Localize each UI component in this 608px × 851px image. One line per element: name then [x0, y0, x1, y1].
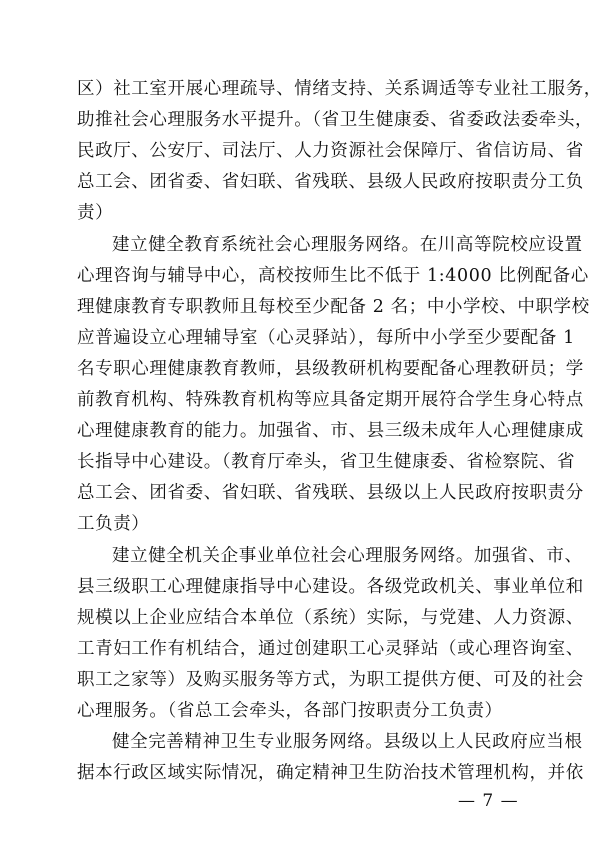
text-line: 据本行政区域实际情况，确定精神卫生防治技术管理机构，并依 [77, 763, 584, 783]
text-line: 应普遍设立心理辅导室（心灵驿站），每所中小学至少要配备 1 [77, 328, 575, 348]
text-line: 职工之家等）及购买服务等方式，为职工提供方便、可及的社会 [77, 670, 584, 690]
text-line: 理健康教育专职教师且每校至少配备 2 名；中小学校、中职学校 [77, 297, 590, 317]
paragraph-first-line: 建立健全教育系统社会心理服务网络。在川高等院校应设置 [112, 235, 583, 255]
text-line: 名专职心理健康教育教师，县级教研机构要配备心理教研员；学 [77, 359, 584, 379]
text-line: 总工会、团省委、省妇联、省残联、县级以上人民政府按职责分 [77, 483, 584, 503]
text-line: 心理咨询与辅导中心，高校按师生比不低于 1:4000 比例配备心 [77, 266, 589, 286]
text-line: 工青妇工作有机结合，通过创建职工心灵驿站（或心理咨询室、 [77, 639, 584, 659]
text-line: 县三级职工心理健康指导中心建设。各级党政机关、事业单位和 [77, 577, 584, 597]
text-line: 工负责） [77, 514, 150, 534]
text-line: 规模以上企业应结合本单位（系统）实际，与党建、人力资源、 [77, 608, 584, 628]
text-line: 助推社会心理服务水平提升。（省卫生健康委、省委政法委牵头， [77, 110, 594, 130]
text-line: 心理健康教育的能力。加强省、市、县三级未成年人心理健康成 [77, 421, 584, 441]
text-line: 民政厅、公安厅、司法厅、人力资源社会保障厅、省信访局、省 [77, 141, 584, 161]
text-line: 心理服务。（省总工会牵头，各部门按职责分工负责） [77, 701, 503, 721]
text-line: 前教育机构、特殊教育机构等应具备定期开展符合学生身心特点 [77, 390, 584, 410]
paragraph-first-line: 建立健全机关企事业单位社会心理服务网络。加强省、市、 [112, 546, 583, 566]
text-line: 长指导中心建设。（教育厅牵头，省卫生健康委、省检察院、省 [77, 452, 576, 472]
paragraph-first-line: 健全完善精神卫生专业服务网络。县级以上人民政府应当根 [112, 732, 583, 752]
page-number: — 7 — [458, 791, 519, 811]
text-line: 总工会、团省委、省妇联、省残联、县级人民政府按职责分工负 [77, 172, 584, 192]
text-line: 责） [77, 203, 114, 223]
text-line: 区）社工室开展心理疏导、情绪支持、关系调适等专业社工服务， [77, 79, 602, 99]
